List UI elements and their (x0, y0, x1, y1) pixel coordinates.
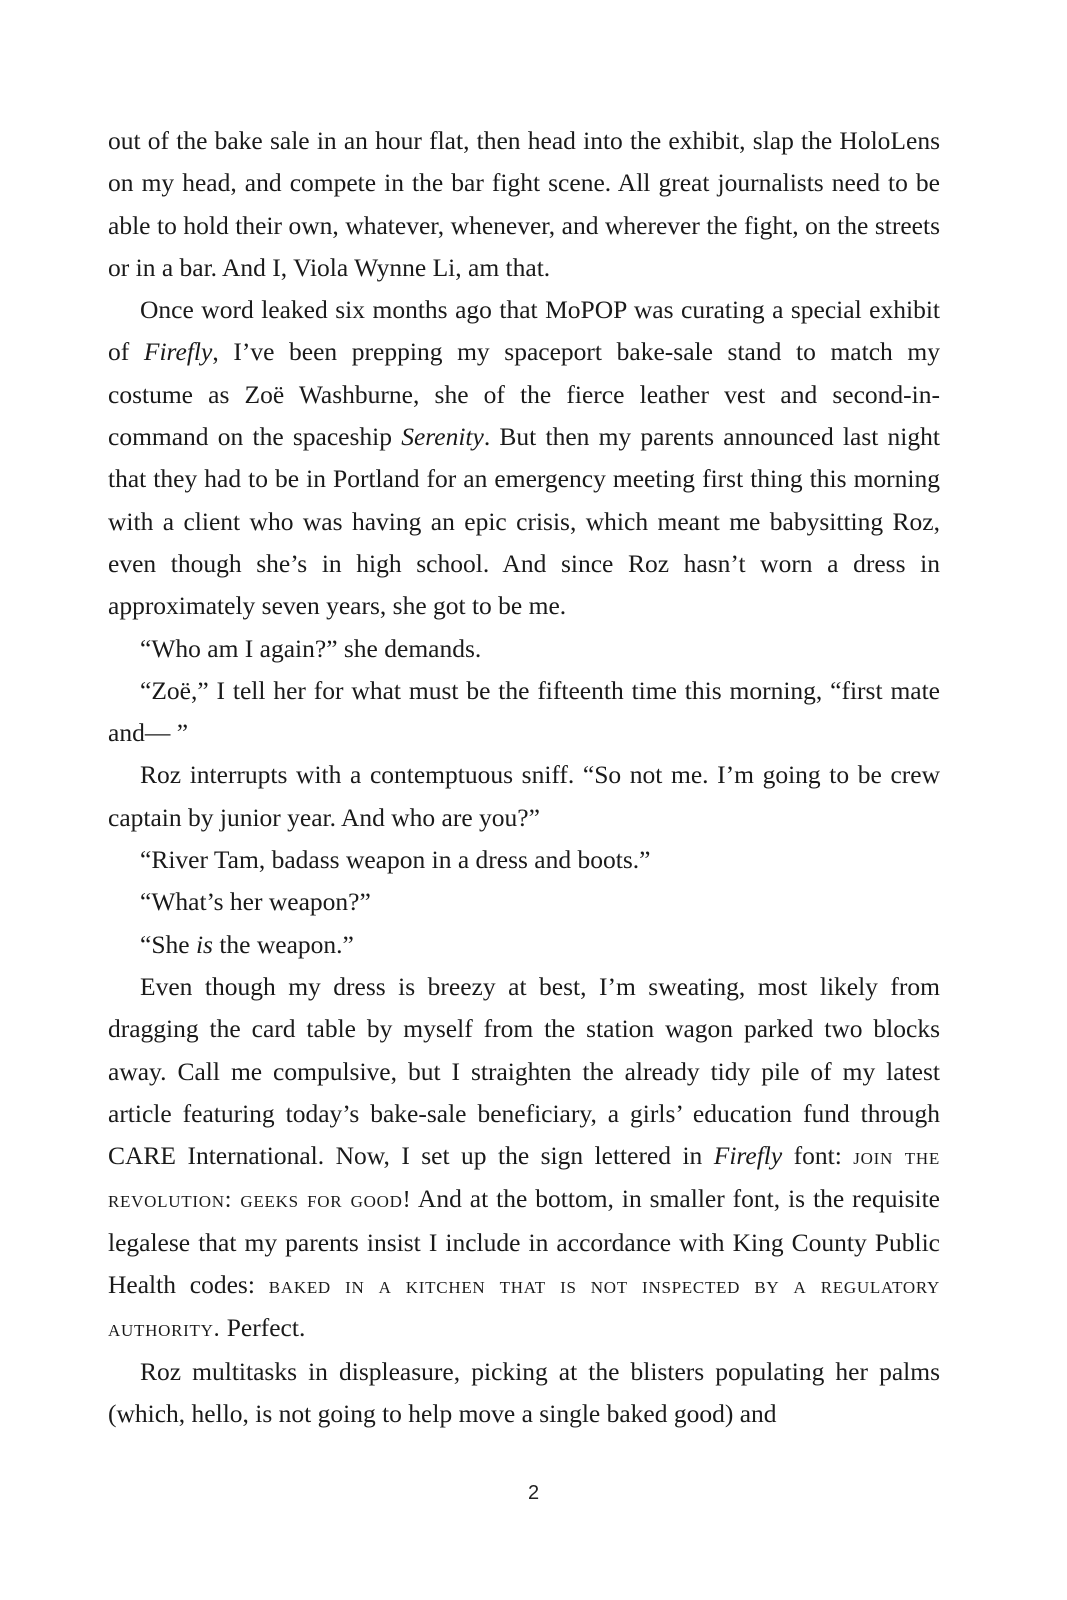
text-run: out of the bake sale in an hour flat, then head into the exhibit, slap the HoloLens on my head, and compete in the bar fight scene. All great journalists need to be able to hold their own, whatever, whenever, and wherever the fight, on the streets or in a bar. And I, Viola Wynne Li, am that. (108, 126, 940, 282)
text-run: “What’s her weapon?” (140, 887, 371, 917)
text-run: Perfect. (220, 1313, 306, 1343)
paragraph (108, 120, 940, 289)
text-run: , I’ve been prepping my spaceport bake-sale stand to match my costume as Zoë Washburne, she of the fierce leather vest and second-in-command on the spaceship (108, 337, 940, 452)
paragraph (108, 289, 940, 627)
text-run: Once word leaked six months ago that MoPOP was curating a special exhibit of (108, 295, 940, 367)
paragraph (108, 1351, 940, 1436)
sign-text-smallcaps: join the revolution: geeks for good! (108, 1144, 940, 1214)
text-run: “Who am I again?” she demands. (140, 633, 482, 663)
paragraph (108, 839, 940, 881)
paragraph (108, 628, 940, 670)
text-run: “River Tam, badass weapon in a dress and boots.” (140, 845, 651, 875)
text-run: the weapon.” (212, 929, 354, 959)
text-run: “Zoë,” I tell her for what must be the fifteenth time this morning, “first mate and— ” (108, 675, 940, 748)
text-run: font: (782, 1141, 854, 1171)
paragraph (108, 924, 940, 966)
paragraph (108, 670, 940, 755)
text-run: . But then my parents announced last night that they had to be in Portland for an emergency meeting first thing this morning with a client who was having an epic crisis, which meant me babysitting Roz, even though she’s in high school. And since Roz hasn’t worn a dress in approximately seven years, she got to be me. (108, 422, 940, 621)
legalese-smallcaps: baked in a kitchen that is not inspected by a regulatory authority. (108, 1273, 940, 1343)
text-run: “She (140, 929, 196, 959)
paragraph (108, 881, 940, 923)
paragraph (108, 754, 940, 839)
paragraph (108, 966, 940, 1351)
body-text (108, 120, 940, 1435)
text-run: Roz multitasks in displeasure, picking at the blisters populating her palms (which, hello, is not going to help move a single baked good) and (108, 1356, 940, 1428)
italic-title: Firefly (713, 1141, 783, 1171)
italic-title: Firefly (143, 337, 213, 367)
text-run: And at the bottom, in smaller font, is the requisite legalese that my parents insist I include in accordance with King County Public Health codes: (108, 1184, 940, 1300)
text-run: Roz interrupts with a contemptuous sniff. “So not me. I’m going to be crew captain by junior year. And who are you?” (108, 760, 940, 832)
italic-emphasis: is (195, 929, 213, 959)
italic-title: Serenity (401, 422, 484, 452)
page-number: 2 (527, 1482, 540, 1504)
text-run: Even though my dress is breezy at best, I’m sweating, most likely from dragging the card table by myself from the station wagon parked two blocks away. Call me compulsive, but I straighten the already tidy pile of my latest article featuring today’s bake-sale beneficiary, a girls’ education fund through CARE International. Now, I set up the sign lettered in (108, 971, 940, 1171)
